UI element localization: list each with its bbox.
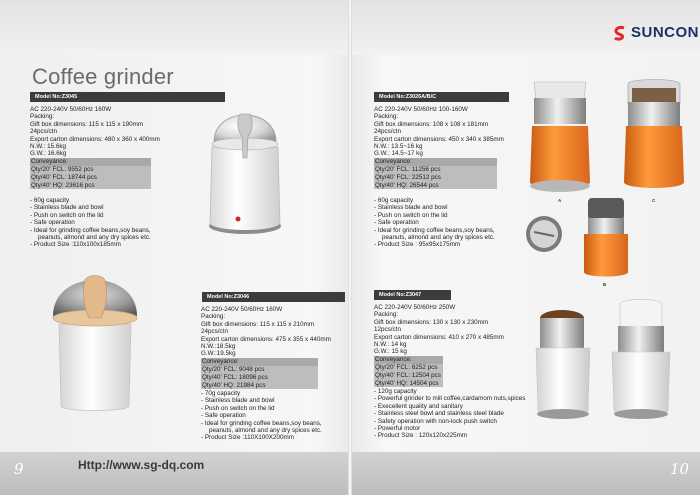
spec-line: G.W.: 16.6kg bbox=[30, 150, 67, 158]
spec-line: Gift box dimensions: 108 x 108 x 181mm bbox=[374, 120, 489, 128]
qty-row: Qty/20' FCL: 9048 pcs bbox=[201, 366, 318, 373]
feature-line: - Ideal for grinding coffee beans,soy beans, bbox=[30, 226, 151, 234]
qty-row: Qty/20' FCL: 6252 pcs bbox=[374, 364, 443, 371]
feature-line: - Powerful grinder to mill coffee,cardamom nuts,spices bbox=[374, 395, 526, 403]
feature-line: - Safe operation bbox=[201, 412, 246, 420]
spec-line: Packing: bbox=[374, 113, 399, 121]
product-image-z3047-closed bbox=[606, 298, 676, 422]
feature-line: - Safety operation with non-lock push switch bbox=[374, 417, 497, 425]
spec-line: Gift box dimensions: 115 x 115 x 190mm bbox=[30, 120, 144, 128]
feature-line: - Product Size : 120x120x225mm bbox=[374, 432, 468, 440]
suncon-logo bbox=[612, 24, 699, 41]
spec-line: AC 220-240V 50/60Hz 160W bbox=[30, 106, 112, 113]
spec-z3046 bbox=[201, 306, 346, 442]
feature-line: - Stainless steel bowl and stainless steel blade bbox=[374, 410, 504, 418]
left-header-band bbox=[0, 0, 348, 55]
qty-row: Qty/40' FCL: 18744 pcs bbox=[30, 174, 151, 181]
feature-line: - Product Size : 95x95x175mm bbox=[374, 241, 461, 249]
spec-line: AC 220-240V 50/60Hz 160W bbox=[201, 306, 283, 313]
feature-line: - Safe operation bbox=[374, 219, 419, 227]
image-label-b: B bbox=[603, 282, 607, 287]
qty-row: Qty/40' HQ: 21984 pcs bbox=[201, 382, 318, 389]
spec-line: Export carton dimensions: 475 x 355 x 440mm bbox=[201, 335, 331, 343]
qty-row: Qty/40' HQ: 14504 pcs bbox=[374, 380, 443, 387]
spec-line: Export carton dimensions: 450 x 340 x 385mm bbox=[374, 135, 504, 143]
spec-line: G.W.: 14.5~17 kg bbox=[374, 150, 423, 158]
spec-line: AC 220-240V 50/60Hz 250W bbox=[374, 304, 456, 311]
website-url: Http://www.sg-dq.com bbox=[78, 458, 205, 472]
page-spine bbox=[348, 0, 352, 495]
product-image-z3046 bbox=[45, 266, 145, 416]
qty-row: Qty/40' FCL: 12504 pcs bbox=[374, 372, 443, 379]
qty-row: Qty/20' FCL: 9552 pcs bbox=[30, 166, 151, 173]
conveyance-heading: Conveyance: bbox=[30, 158, 151, 165]
feature-line: - 120g capacity bbox=[374, 387, 417, 395]
spec-line: Export carton dimensions: 480 x 360 x 400mm bbox=[30, 135, 160, 143]
spec-line: Gift box dimensions: 115 x 115 x 210mm bbox=[201, 320, 315, 328]
qty-row: Qty/40' FCL: 18096 pcs bbox=[201, 374, 318, 381]
model-bar-z3045: Model No:Z3045 bbox=[30, 92, 225, 102]
qty-row: Qty/20' FCL: 11256 pcs bbox=[374, 166, 497, 173]
page-title: Coffee grinder bbox=[32, 64, 174, 89]
feature-line: - Product Size :110X100X200mm bbox=[201, 434, 294, 442]
page-number-right: 10 bbox=[670, 460, 690, 478]
spec-line: AC 220-240V 50/60Hz 100-160W bbox=[374, 106, 468, 113]
spec-line: 24pcs/ctn bbox=[201, 328, 228, 336]
qty-row: Qty/40' HQ: 23616 pcs bbox=[30, 182, 151, 189]
conveyance-heading: Conveyance: bbox=[374, 356, 443, 363]
spec-line: Export carton dimensions: 410 x 270 x 485mm bbox=[374, 333, 504, 341]
spec-z3026 bbox=[374, 106, 524, 249]
product-image-bowl-inset bbox=[524, 214, 564, 254]
spec-z3045 bbox=[30, 106, 210, 249]
spec-line: N.W.: 14 kg bbox=[374, 341, 407, 349]
right-footer-band bbox=[352, 452, 700, 495]
qty-row: Qty/40' HQ: 26544 pcs bbox=[374, 182, 497, 189]
feature-line: peanuts, almond and any dry spices etc. bbox=[382, 234, 495, 241]
feature-line: - 70g capacity bbox=[201, 389, 241, 397]
product-image-z3026b bbox=[578, 196, 634, 282]
spec-line: Gift box dimensions: 130 x 130 x 230mm bbox=[374, 318, 489, 326]
spec-line: 12pcs/ctn bbox=[374, 326, 401, 334]
spec-line: Packing: bbox=[201, 313, 226, 321]
spec-line: 24pcs/ctn bbox=[374, 128, 401, 136]
spec-z3047 bbox=[374, 304, 534, 440]
model-bar-z3026: Model No:Z3026A/B/C bbox=[374, 92, 509, 102]
logo-text: SUNCON bbox=[631, 24, 700, 41]
feature-line: - Push on switch on the lid bbox=[374, 211, 448, 219]
feature-line: - Stainless blade and bowl bbox=[30, 204, 104, 212]
feature-line: peanuts, almond and any dry spices etc. bbox=[209, 427, 322, 434]
feature-line: - Ideal for grinding coffee beans,soy beans, bbox=[374, 226, 495, 234]
suncon-logo-icon bbox=[612, 25, 628, 41]
spec-line: Packing: bbox=[374, 311, 399, 319]
feature-line: - Stainless blade and bowl bbox=[374, 204, 448, 212]
feature-line: - Ideal for grinding coffee beans,soy beans, bbox=[201, 419, 322, 427]
qty-row: Qty/40' FCL: 22512 pcs bbox=[374, 174, 497, 181]
product-image-z3026a bbox=[524, 74, 596, 196]
conveyance-heading: Conveyance: bbox=[201, 358, 318, 365]
product-image-z3045 bbox=[200, 92, 290, 242]
conveyance-heading: Conveyance: bbox=[374, 158, 497, 165]
spec-line: 24pcs/ctn bbox=[30, 128, 57, 136]
feature-line: peanuts, almond and any dry spices etc. bbox=[38, 234, 151, 241]
feature-line: - Execellent quality and sanitary bbox=[374, 402, 463, 410]
model-bar-z3046: Model No:Z3046 bbox=[202, 292, 345, 302]
model-bar-z3047: Model No:Z3047 bbox=[374, 290, 451, 300]
feature-line: - Push on switch on the lid bbox=[201, 404, 275, 412]
page-number-left: 9 bbox=[14, 460, 24, 478]
product-image-z3047-open bbox=[530, 306, 600, 424]
spec-line: N.W.:18.5kg bbox=[201, 343, 236, 351]
product-image-z3026c bbox=[618, 74, 690, 196]
spec-line: G.W.: 15 kg bbox=[374, 348, 407, 356]
feature-line: - 60g capacity bbox=[374, 196, 414, 204]
feature-line: - Stainless blade and bowl bbox=[201, 397, 275, 405]
feature-line: - Safe operation bbox=[30, 219, 75, 227]
spec-line: Packing: bbox=[30, 113, 55, 121]
spec-line: N.W.: 15.6kg bbox=[30, 143, 67, 151]
feature-line: - Product Size :110x100x185mm bbox=[30, 241, 121, 249]
spec-line: N.W.: 13.5~16 kg bbox=[374, 143, 423, 151]
feature-line: - 60g capacity bbox=[30, 196, 70, 204]
image-label-a: A bbox=[558, 198, 562, 203]
spec-line: G.W.:19.5kg bbox=[201, 350, 236, 358]
feature-line: - Powerful motor bbox=[374, 425, 421, 432]
image-label-c: C bbox=[652, 198, 656, 203]
feature-line: - Push on switch on the lid bbox=[30, 211, 104, 219]
